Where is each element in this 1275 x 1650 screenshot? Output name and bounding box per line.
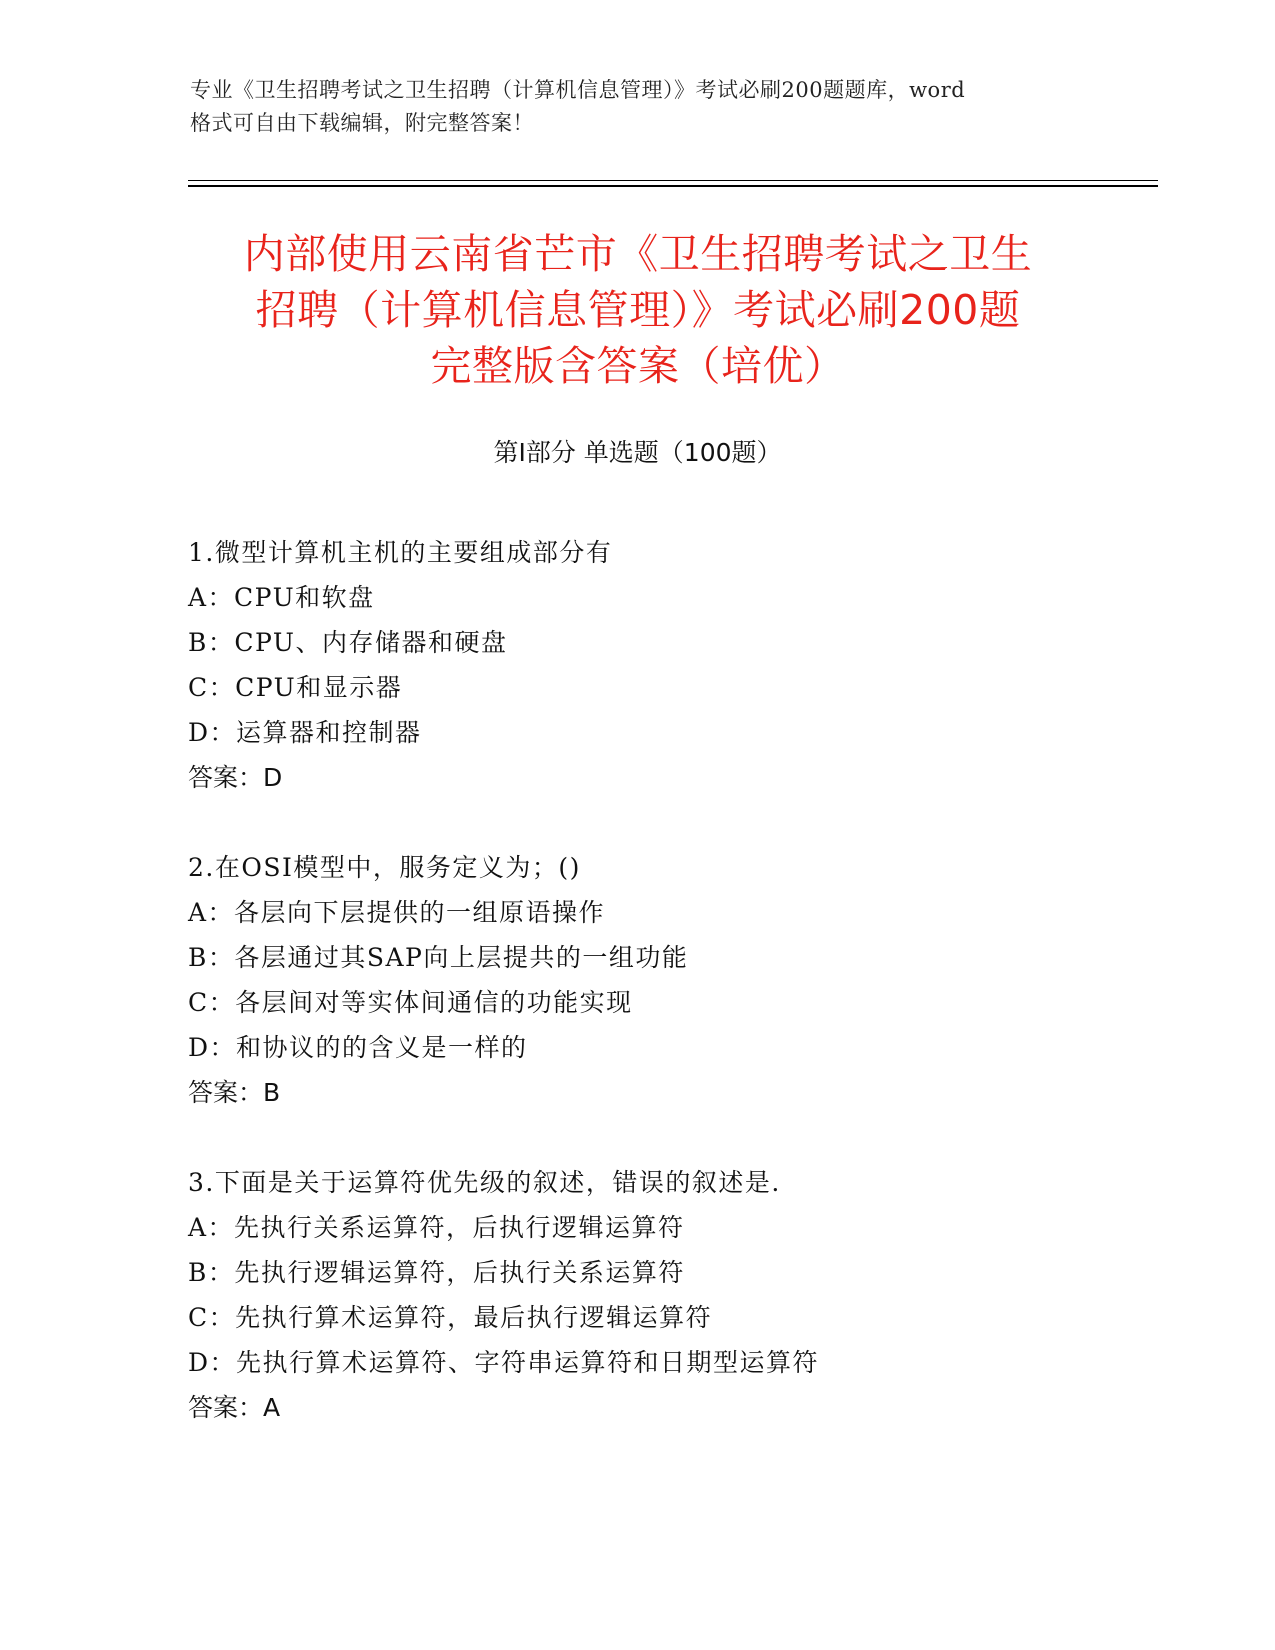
document-title-line-3: 完整版含答案（培优） xyxy=(430,342,846,390)
question-stem: 1.微型计算机主机的主要组成部分有 xyxy=(188,538,613,567)
option-b: B：CPU、内存储器和硬盘 xyxy=(188,628,508,657)
answer-line: 答案：D xyxy=(188,763,283,792)
question-list xyxy=(188,530,1138,1475)
question-item xyxy=(188,845,1138,1115)
header-divider-thin xyxy=(188,180,1158,181)
option-c: C：先执行算术运算符，最后执行逻辑运算符 xyxy=(188,1303,713,1332)
question-stem: 3.下面是关于运算符优先级的叙述，错误的叙述是. xyxy=(188,1168,781,1197)
option-d: D：和协议的的含义是一样的 xyxy=(188,1033,528,1062)
option-a: A：先执行关系运算符，后执行逻辑运算符 xyxy=(188,1213,685,1242)
header-note xyxy=(190,74,1090,140)
option-c: C：各层间对等实体间通信的功能实现 xyxy=(188,988,633,1017)
document-title-line-1: 内部使用云南省芒市《卫生招聘考试之卫生 xyxy=(243,230,1033,278)
section-heading: 第Ⅰ部分 单选题（100题） xyxy=(493,438,782,467)
option-b: B：各层通过其SAP向上层提共的一组功能 xyxy=(188,943,689,972)
document-title-line-2: 招聘（计算机信息管理）》考试必刷200题 xyxy=(255,286,1021,334)
question-item xyxy=(188,530,1138,800)
answer-line: 答案：B xyxy=(188,1078,281,1107)
option-d: D：先执行算术运算符、字符串运算符和日期型运算符 xyxy=(188,1348,820,1377)
option-a: A：CPU和软盘 xyxy=(188,583,375,612)
header-divider-thick xyxy=(188,185,1158,187)
question-stem: 2.在OSI模型中，服务定义为；() xyxy=(188,853,581,882)
header-note-line-1: 专业《卫生招聘考试之卫生招聘（计算机信息管理）》考试必刷200题题库，word xyxy=(190,78,966,102)
answer-line: 答案：A xyxy=(188,1393,281,1422)
option-d: D：运算器和控制器 xyxy=(188,718,422,747)
option-a: A：各层向下层提供的一组原语操作 xyxy=(188,898,606,927)
question-item xyxy=(188,1160,1138,1430)
option-b: B：先执行逻辑运算符，后执行关系运算符 xyxy=(188,1258,685,1287)
option-c: C：CPU和显示器 xyxy=(188,673,403,702)
document-title xyxy=(188,226,1088,394)
header-note-line-2: 格式可自由下载编辑，附完整答案！ xyxy=(190,111,534,135)
